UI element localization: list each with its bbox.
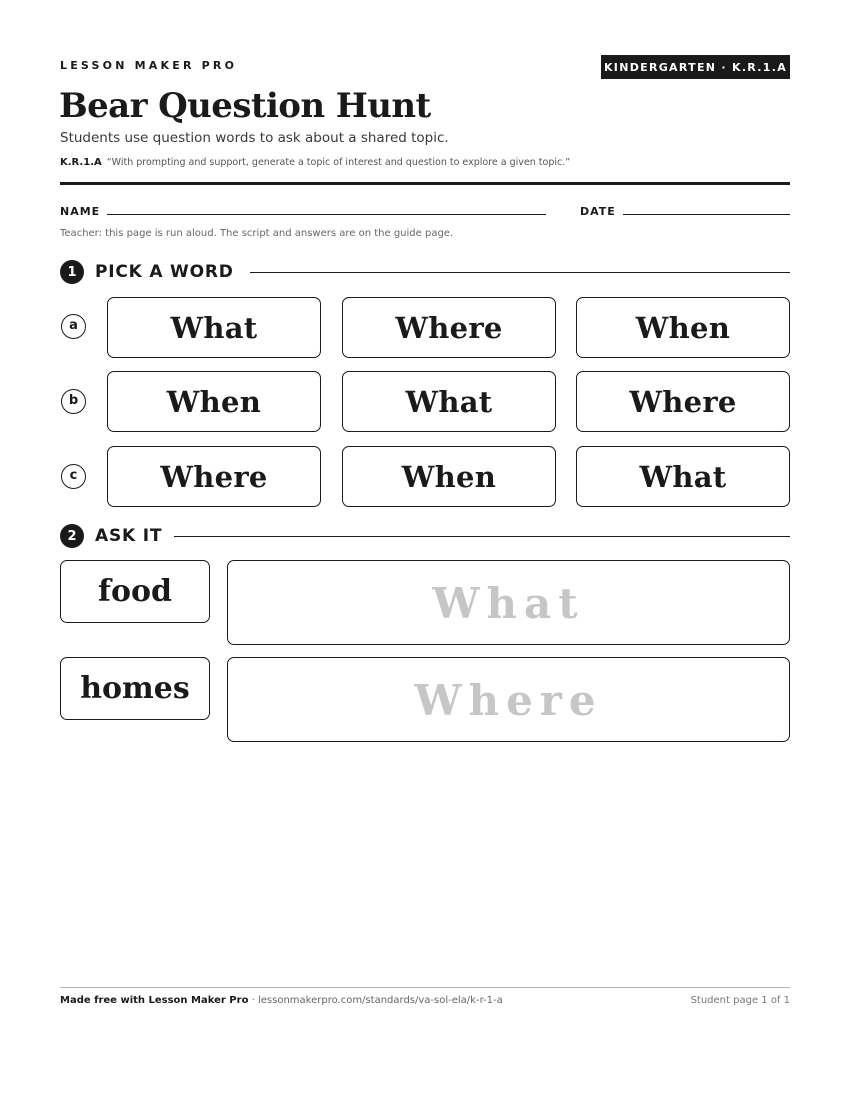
page-subtitle: Students use question words to ask about a shared topic. [60, 130, 449, 146]
footer-credit [60, 995, 503, 1006]
section-title: ASK IT [95, 526, 163, 546]
date-field[interactable] [623, 214, 790, 215]
teacher-note: Teacher: this page is run aloud. The script and answers are on the guide page. [60, 228, 454, 239]
section-title: PICK A WORD [95, 262, 234, 282]
standard-line [60, 157, 570, 168]
word-choice[interactable]: When [107, 371, 321, 432]
brand-name: LESSON MAKER PRO [60, 59, 238, 72]
section-rule [250, 272, 790, 273]
footer-divider [60, 987, 790, 988]
word-choice[interactable]: What [576, 446, 790, 507]
footer-brand: Made free with Lesson Maker Pro [60, 995, 249, 1006]
section-rule [174, 536, 790, 537]
standard-text: “With prompting and support, generate a topic of interest and question to explore a given topic.” [106, 157, 571, 168]
word-choice[interactable]: Where [576, 371, 790, 432]
word-choice[interactable]: Where [107, 446, 321, 507]
name-field[interactable] [107, 214, 546, 215]
date-label: DATE [580, 205, 616, 218]
trace-answer-box[interactable]: What [227, 560, 790, 645]
word-choice[interactable]: Where [342, 297, 556, 358]
word-choice[interactable]: What [342, 371, 556, 432]
section-number-badge: 2 [60, 524, 84, 548]
word-choice[interactable]: When [342, 446, 556, 507]
grade-badge: KINDERGARTEN · K.R.1.A [601, 55, 790, 79]
row-letter-a: a [61, 314, 86, 339]
header-divider [60, 182, 790, 185]
section-number-badge: 1 [60, 260, 84, 284]
footer-page-label: Student page 1 of 1 [690, 995, 790, 1006]
section-ask-it [60, 524, 790, 548]
row-letter-c: c [61, 464, 86, 489]
footer-url[interactable]: lessonmakerpro.com/standards/va-sol-ela/k-r-1-a [257, 995, 503, 1006]
section-pick-a-word [60, 260, 790, 284]
standard-code: K.R.1.A [60, 157, 102, 168]
name-label: NAME [60, 205, 101, 218]
word-choice[interactable]: What [107, 297, 321, 358]
word-choice[interactable]: When [576, 297, 790, 358]
page-title: Bear Question Hunt [59, 86, 431, 126]
footer-separator: · [248, 995, 258, 1006]
trace-answer-box[interactable]: Where [227, 657, 790, 742]
topic-card-homes: homes [60, 657, 210, 720]
row-letter-b: b [61, 389, 86, 414]
topic-card-food: food [60, 560, 210, 623]
